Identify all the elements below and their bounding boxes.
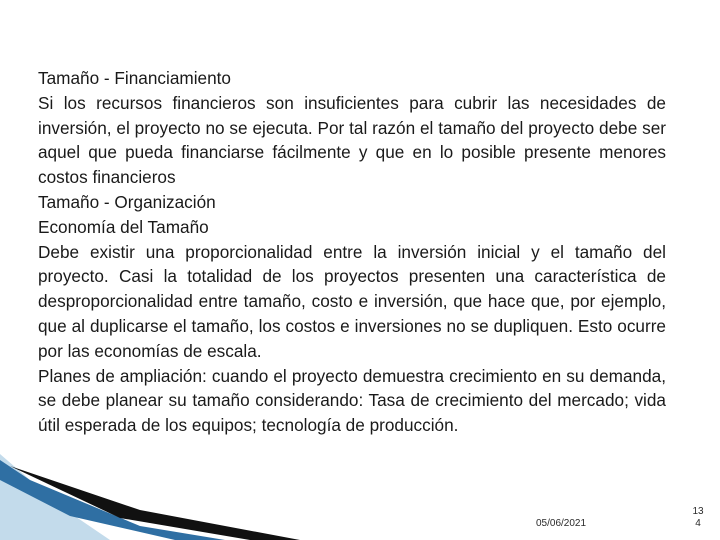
footer-date: 05/06/2021 xyxy=(536,518,587,529)
paragraph-economia: Debe existir una proporcionalidad entre la inversión inicial y el tamaño del proyecto. Casi la totalidad de los proyectos presenten una característica de desproporcionalidad entre tamaño, costo e inversión, que hace que, por ejemplo, que al duplicarse el tamaño, los costos e inversiones no se dupliquen. Esto ocurre por las economías de escala. xyxy=(38,241,666,361)
footer-swoosh-decoration xyxy=(0,440,400,540)
heading-tamano-organizacion: Tamaño - Organización xyxy=(38,191,216,212)
heading-tamano-financiamiento: Tamaño - Financiamiento xyxy=(38,68,231,88)
paragraph-planes-ampliacion: Planes de ampliación: cuando el proyecto demuestra crecimiento en su demanda, se debe planear su tamaño considerando: Tasa de crecimiento del mercado; vida útil esperada de los equipos; tecnología de producción. xyxy=(38,365,666,436)
page-number-line1: 13 xyxy=(692,506,704,517)
page-number xyxy=(686,506,710,530)
paragraph-financiamiento: Si los recursos financieros son insuficientes para cubrir las necesidades de inversión, el proyecto no se ejecuta. Por tal razón el tamaño del proyecto debe ser aquel que pueda financiarse fácilmente y que en lo posible presente menores costos financieros xyxy=(38,92,666,188)
slide-body xyxy=(38,66,666,438)
heading-economia-del-tamano: Economía del Tamaño xyxy=(38,216,209,237)
page-number-line2: 4 xyxy=(695,518,701,529)
